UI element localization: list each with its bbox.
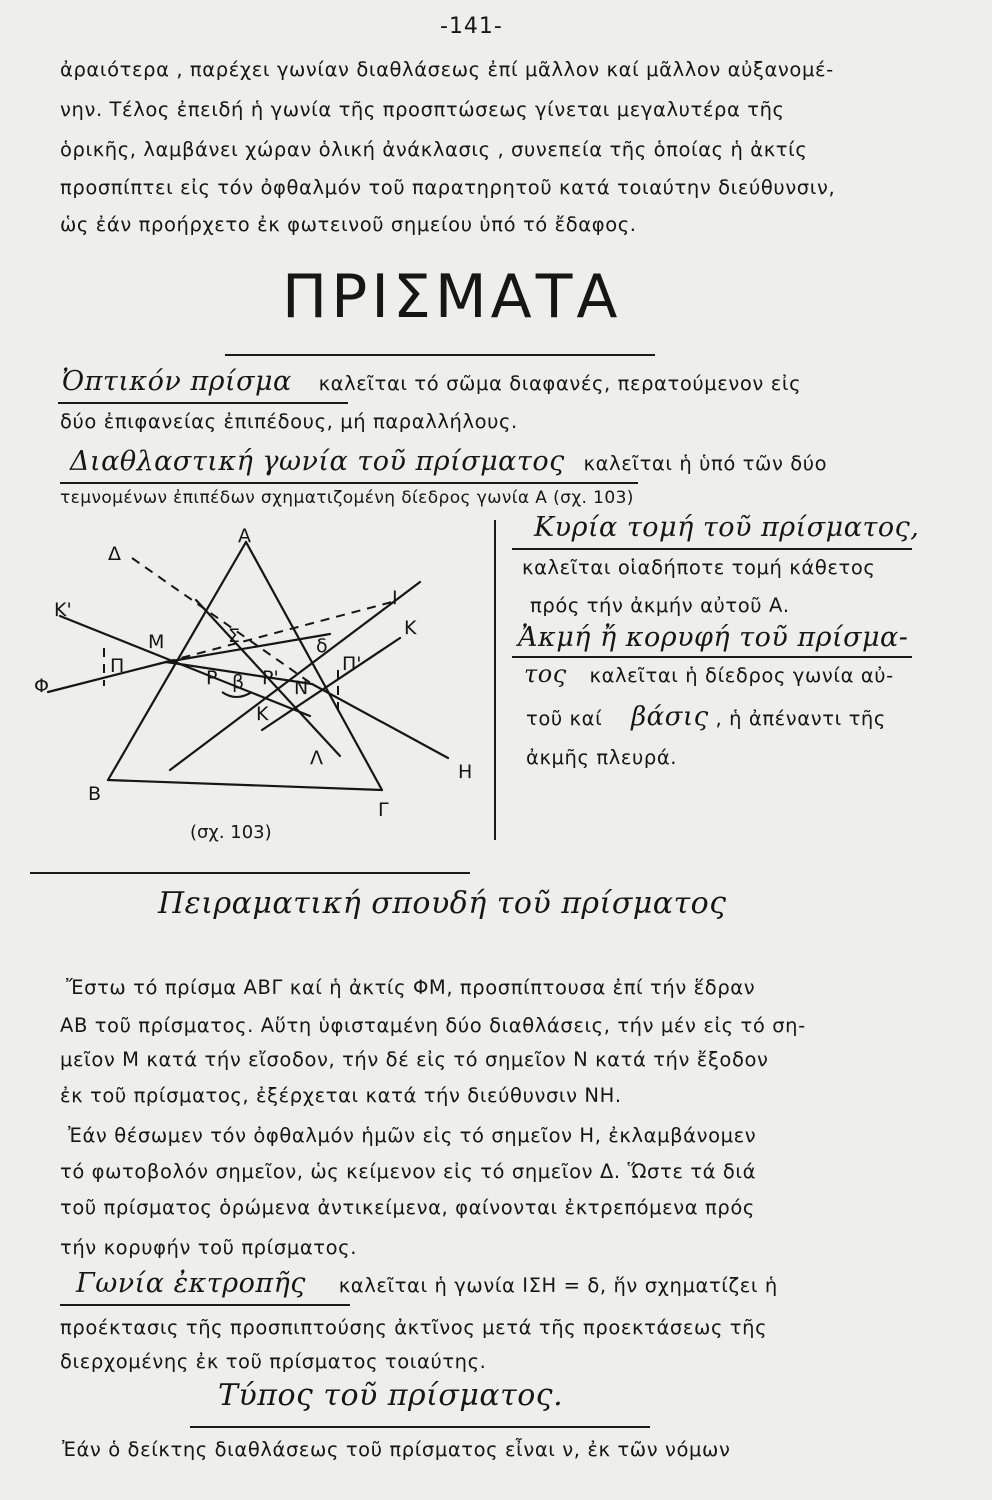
figure-caption: (σχ. 103) [190,822,272,843]
label-delta-small: δ [316,635,328,657]
label-rho: Ρ [206,667,218,689]
optical-prism-underline [58,402,348,404]
principal-section-line-2: καλεῖται οἱαδήποτε τομή κάθετος [522,556,876,579]
deviation-term: Γωνία ἐκτροπῆς [76,1268,306,1299]
label-k-lower: Κ [256,703,269,725]
experimental-line-2: ΑΒ τοῦ πρίσματος. Αὕτη ὑφισταμένη δύο διαθλάσεις, τήν μέν εἰς τό ση- [60,1014,806,1037]
label-g: Γ [378,799,389,821]
label-m: Μ [148,631,165,653]
optical-prism-line-2: δύο ἐπιφανείας ἐπιπέδους, μή παραλλήλους. [60,410,518,433]
experimental-line-8: τήν κορυφήν τοῦ πρίσματος. [60,1236,357,1259]
incident-ray [48,662,166,692]
edge-vertex-line-2 [524,660,894,688]
deviation-underline [60,1304,350,1306]
edge-vertex-line-3 [526,702,886,732]
label-i: Ι [392,587,398,609]
last-line: Ἐάν ὁ δείκτης διαθλάσεως τοῦ πρίσματος εἶναι ν, ἐκ τῶν νόμων [62,1438,731,1461]
experimental-line-1: Ἔστω τό πρίσμα ΑΒΓ καί ἡ ἀκτίς ΦΜ, προσπίπτουσα ἐπί τήν ἕδραν [66,976,756,999]
intro-line-3: ὁρικῆς, λαμβάνει χώραν ὁλική ἀνάκλασις , συνεπεία τῆς ὁποίας ἡ ἀκτίς [60,138,808,161]
title-underline [225,354,655,356]
deviation-line-2: προέκτασις τῆς προσπιπτούσης ἀκτῖνος μετά τῆς προεκτάσεως τῆς [60,1316,768,1339]
label-lambda: Λ [310,747,323,769]
label-b: Β [88,783,102,805]
normal-m [60,616,310,716]
experimental-line-3: μεῖον Μ κατά τήν εἴσοδον, τήν δέ εἰς τό σημεῖον Ν κατά τήν ἔξοδον [60,1048,769,1071]
label-n: Ν [294,677,309,699]
refracting-angle-rest: καλεῖται ἡ ὑπό τῶν δύο [583,452,828,475]
label-a: Α [238,525,251,547]
label-k-prime: Κ' [54,599,72,621]
page-number: -141- [440,14,503,39]
principal-section-line-1 [534,512,919,543]
experimental-heading: Πειραματική σπουδή τοῦ πρίσματος [158,886,727,921]
deviation-line-1 [76,1268,778,1299]
optical-prism-line-1 [62,366,801,397]
base-term: βάσις [631,702,709,732]
label-pi-prime: Π' [342,653,362,675]
experimental-line-4: ἐκ τοῦ πρίσματος, ἐξέρχεται κατά τήν διεύθυνσιν ΝΗ. [60,1084,622,1107]
formula-heading: Τύπος τοῦ πρίσματος. [218,1378,564,1413]
experimental-line-6: τό φωτοβολόν σημεῖον, ὡς κείμενον εἰς τό σημεῖον Δ. Ὥστε τά διά [60,1160,757,1183]
edge-vertex-line-2-rest: καλεῖται ἡ δίεδρος γωνία αὐ- [589,664,894,687]
label-delta: Δ [108,543,121,565]
refracting-angle-underline [60,482,638,484]
refracting-angle-line-2: τεμνομένων ἐπιπέδων σχηματιζομένη δίεδρος γωνία Α (σχ. 103) [60,488,634,508]
intro-line-4: προσπίπτει εἰς τόν ὀφθαλμόν τοῦ παρατηρητοῦ κατά τοιαύτην διεύθυνσιν, [60,176,836,199]
refracting-angle-line-1 [70,446,827,477]
experimental-line-7: τοῦ πρίσματος ὁρώμενα ἀντικείμενα, φαίνονται ἐκτρεπόμενα πρός [60,1196,755,1219]
edge-vertex-term: Ἀκμή ἤ κορυφή τοῦ πρίσμα- [518,622,909,653]
edge-vertex-term-end: τος [524,660,567,688]
figure-bottom-rule [30,872,470,874]
principal-section-term: Κυρία τομή τοῦ πρίσματος, [534,512,920,543]
dashed-delta-n [132,558,312,684]
deviation-rest: καλεῖται ἡ γωνία ΙΣΗ = δ, ἥν σχηματίζει ἡ [338,1274,778,1297]
label-beta: β [232,671,245,693]
principal-section-line-3: πρός τήν ἀκμήν αὐτοῦ Α. [530,594,790,617]
optical-prism-rest: καλεῖται τό σῶμα διαφανές, περατούμενον εἰς [318,372,802,395]
side-bg [108,780,382,790]
deviation-line-3: διερχομένης ἐκ τοῦ πρίσματος τοιαύτης. [60,1350,487,1373]
edge-vertex-line-4: ἀκμῆς πλευρά. [526,746,678,769]
principal-section-underline [512,548,912,550]
edge-vertex-line-3-start: τοῦ καί [526,707,603,730]
label-h: Η [458,761,473,783]
label-sigma: Σ [228,625,241,647]
edge-vertex-underline [512,656,912,658]
edge-vertex-line-3-rest: , ἡ ἀπέναντι τῆς [715,707,886,730]
page-title: ΠΡΙΣΜΑΤΑ [282,262,622,332]
label-phi: Φ [34,675,49,697]
intro-line-5: ὡς ἐάν προήρχετο ἐκ φωτεινοῦ σημείου ὑπό τό ἔδαφος. [60,213,637,236]
refracting-angle-term: Διαθλαστική γωνία τοῦ πρίσματος [70,446,565,477]
experimental-line-5: Ἐάν θέσωμεν τόν ὀφθαλμόν ἡμῶν εἰς τό σημεῖον Η, ἐκλαμβάνομεν [68,1124,757,1147]
label-k: Κ [404,617,417,639]
label-pi: Π [110,655,125,677]
formula-underline [190,1426,650,1428]
intro-line-2: νην. Τέλος ἐπειδή ἡ γωνία τῆς προσπτώσεως γίνεται μεγαλυτέρα τῆς [60,98,785,121]
optical-prism-term: Ὀπτικόν πρίσμα [62,366,292,397]
column-divider [494,520,496,840]
prism-diagram-103 [0,520,494,850]
label-rho-prime: Ρ' [262,667,279,689]
intro-line-1: ἀραιότερα , παρέχει γωνίαν διαθλάσεως ἐπί μᾶλλον καί μᾶλλον αὐξανομέ- [60,58,834,81]
edge-vertex-line-1 [518,622,908,653]
